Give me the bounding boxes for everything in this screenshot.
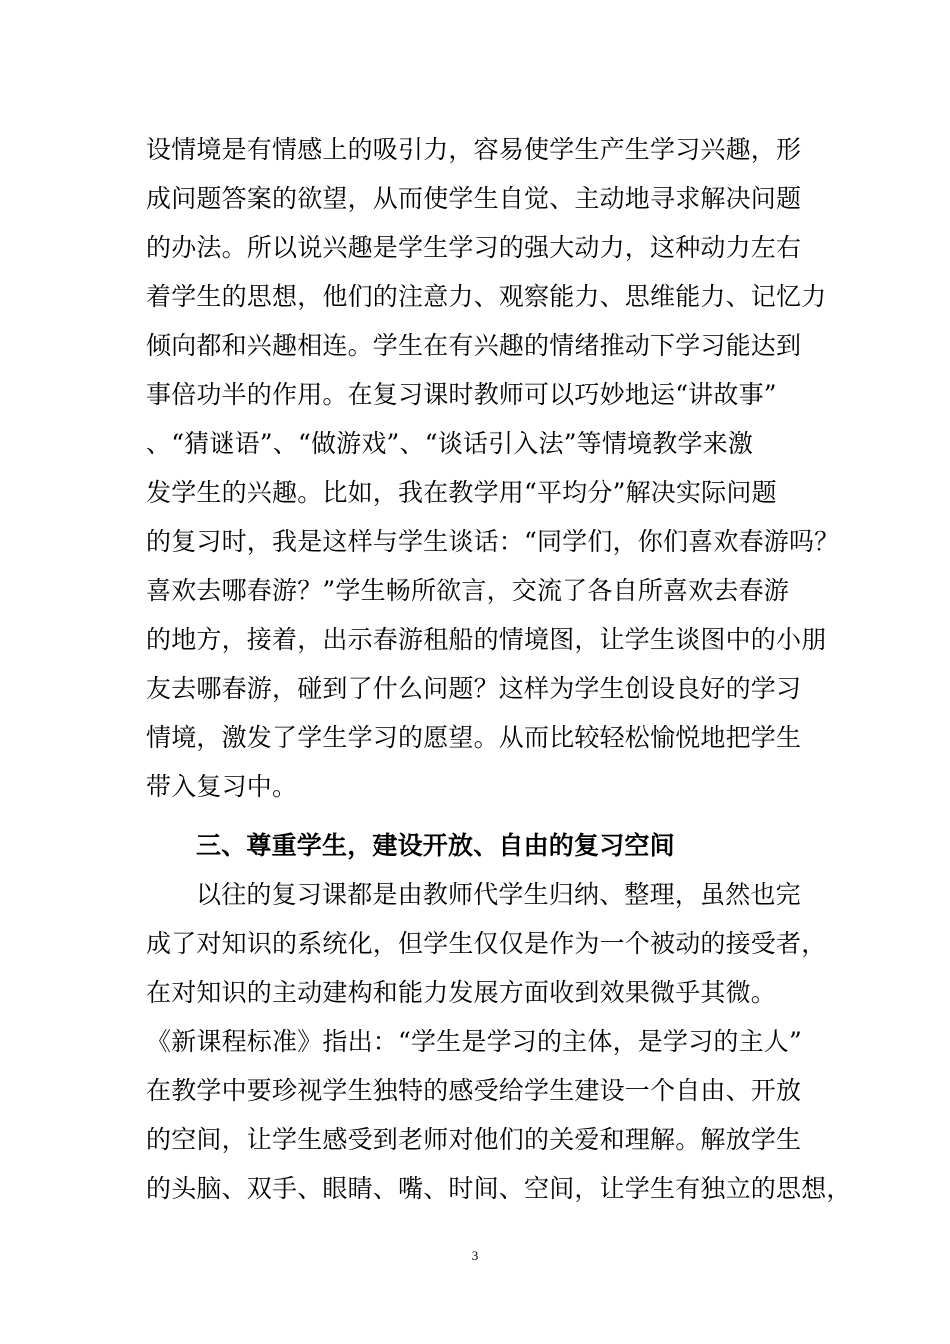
paragraph-1-line-7: 、“猜谜语”、“做游戏”、“谈话引入法”等情境教学来激 (146, 429, 754, 458)
paragraph-1-line-8: 发学生的兴趣。比如，我在教学用“平均分”解决实际问题 (146, 478, 777, 507)
paragraph-2-line-3: 在对知识的主动建构和能力发展方面收到效果微乎其微。 (146, 978, 777, 1007)
paragraph-2-line-7: 的头脑、双手、眼睛、嘴、时间、空间，让学生有独立的思想， (146, 1174, 852, 1203)
paragraph-1-line-14: 带入复习中。 (146, 772, 298, 801)
paragraph-2-line-4: 《新课程标准》指出：“学生是学习的主体，是学习的主人” (146, 1027, 802, 1056)
paragraph-1-line-9: 的复习时，我是这样与学生谈话：“同学们，你们喜欢春游吗？ (146, 527, 840, 556)
paragraph-1-line-10: 喜欢去哪春游？”学生畅所欲言，交流了各自所喜欢去春游 (146, 576, 789, 605)
paragraph-1-line-1: 设情境是有情感上的吸引力，容易使学生产生学习兴趣，形 (146, 135, 802, 164)
paragraph-2-line-1: 以往的复习课都是由教师代学生归纳、整理，虽然也完 (196, 880, 801, 909)
paragraph-2-line-2: 成了对知识的系统化，但学生仅仅是作为一个被动的接受者， (146, 929, 827, 958)
paragraph-1-line-6: 事倍功半的作用。在复习课时教师可以巧妙地运“讲故事” (146, 380, 777, 409)
paragraph-1-line-3: 的办法。所以说兴趣是学生学习的强大动力，这种动力左右 (146, 233, 802, 262)
paragraph-1-line-11: 的地方，接着，出示春游租船的情境图，让学生谈图中的小朋 (146, 625, 827, 654)
page-number: 3 (471, 1248, 479, 1263)
paragraph-2-line-5: 在教学中要珍视学生独特的感受给学生建设一个自由、开放 (146, 1076, 802, 1105)
paragraph-1-line-5: 倾向都和兴趣相连。学生在有兴趣的情绪推动下学习能达到 (146, 331, 802, 360)
section-heading: 三、尊重学生，建设开放、自由的复习空间 (196, 831, 675, 860)
paragraph-2-line-6: 的空间，让学生感受到老师对他们的关爱和理解。解放学生 (146, 1125, 802, 1154)
paragraph-1-line-13: 情境，激发了学生学习的愿望。从而比较轻松愉悦地把学生 (146, 723, 802, 752)
paragraph-1-line-4: 着学生的思想，他们的注意力、观察能力、思维能力、记忆力 (146, 282, 827, 311)
paragraph-1-line-12: 友去哪春游，碰到了什么问题？这样为学生创设良好的学习 (146, 674, 802, 703)
paragraph-1-line-2: 成问题答案的欲望，从而使学生自觉、主动地寻求解决问题 (146, 184, 802, 213)
